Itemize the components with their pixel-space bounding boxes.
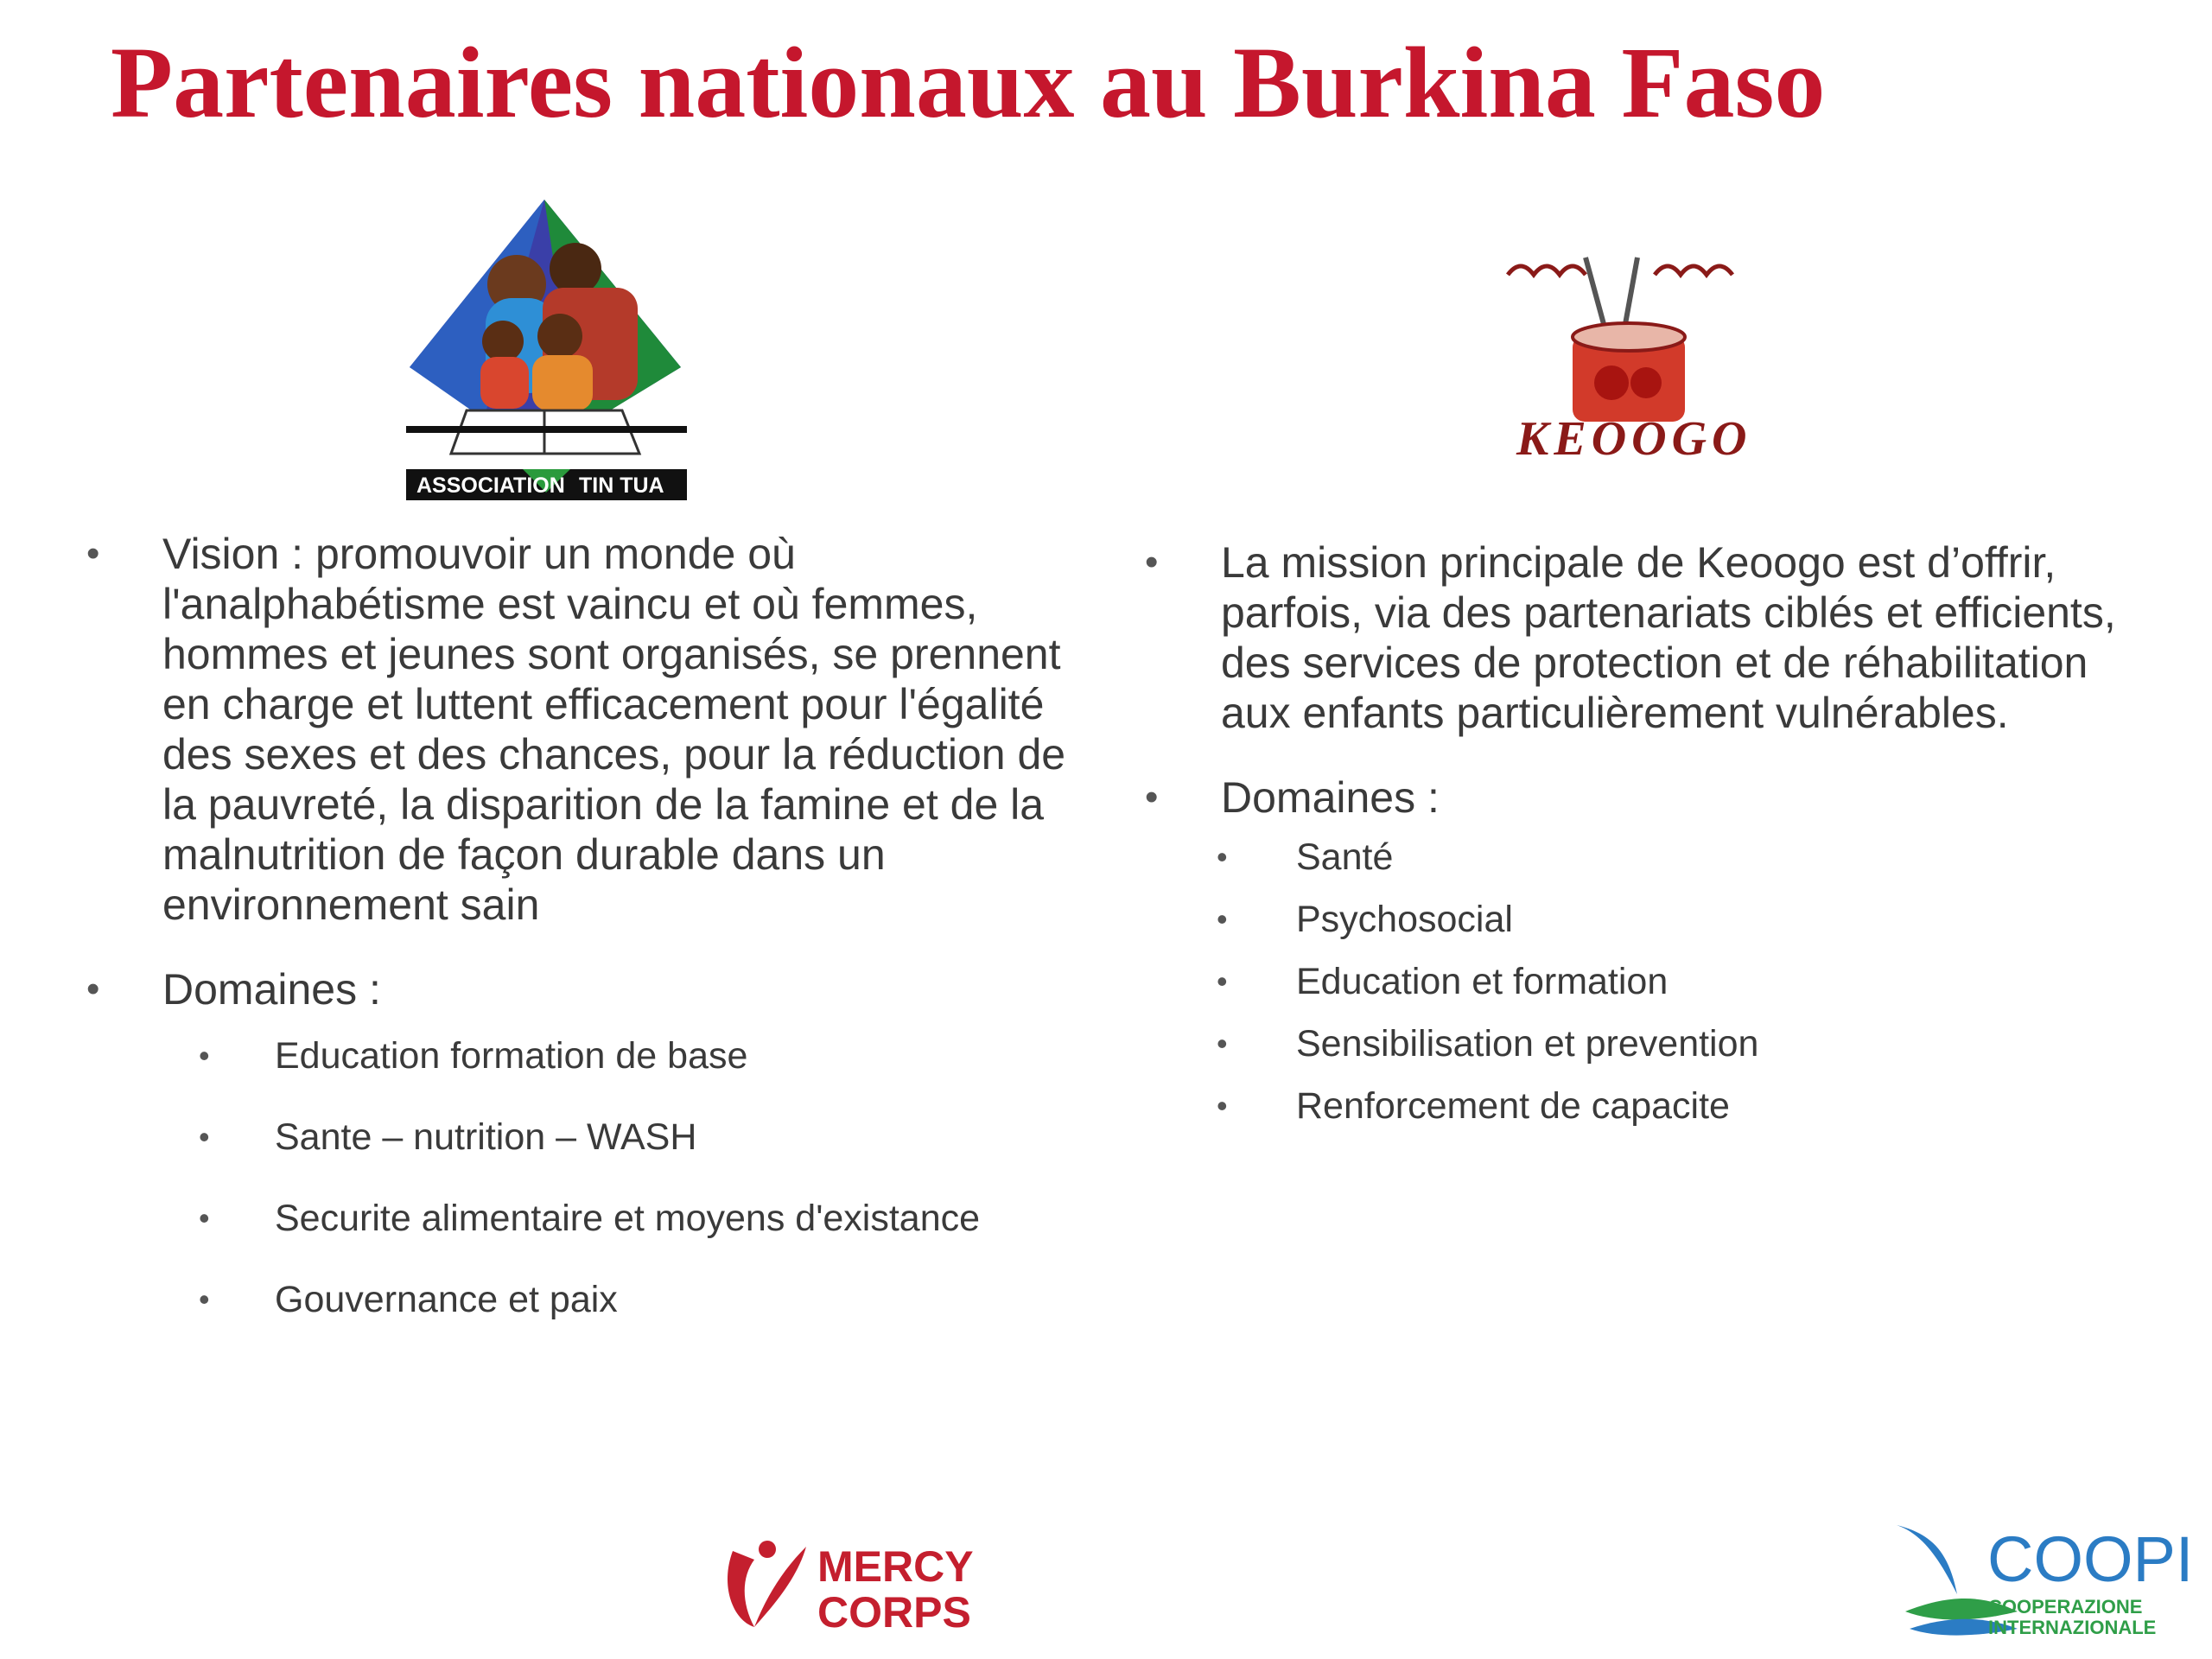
bullet-icon: • [1145, 541, 1159, 583]
keoogo-logo-text: KEOOGO [1516, 412, 1752, 466]
bullet-icon: • [1217, 1088, 1228, 1123]
coopi-line1: COOPERAZIONE [1988, 1596, 2143, 1618]
tintua-logo-line2: TIN TUA [579, 474, 664, 498]
page-title: Partenaires nationaux au Burkina Faso [111, 26, 1826, 139]
bullet-icon: • [199, 1038, 210, 1073]
left-domaines-list [86, 1033, 1089, 1322]
coopi-name: COOPI [1987, 1523, 2194, 1595]
tintua-logo-line1: ASSOCIATION [416, 474, 565, 498]
coopi-line2: INTERNAZIONALE [1988, 1617, 2157, 1638]
bullet-icon: • [1217, 901, 1228, 937]
list-item: • Santé [1217, 836, 1394, 878]
mercy-line1: MERCY [817, 1542, 974, 1591]
domaines-label: Domaines : [162, 965, 381, 1014]
domaines-label: Domaines : [1221, 773, 1440, 822]
list-item: • Gouvernance et paix [199, 1279, 618, 1320]
bullet-icon: • [86, 532, 100, 575]
list-item: • Sante – nutrition – WASH [199, 1116, 697, 1158]
mercy-corps-logo [715, 1534, 992, 1637]
vision-text: Vision : promouvoir un monde où l'analphabétisme est vaincu et où femmes, hommes et jeunes sont organisés, se prennent en charge et luttent efficacement pour l'égalité des sexes et des chances, pour la réduction de la pauvreté, la disparition de la famine et de la malnutrition de façon durable dans un environnement sain [162, 530, 1066, 929]
right-domaines-list [1145, 835, 2147, 1128]
mission-text: La mission principale de Keoogo est d’offrir, parfois, via des partenariats ciblés et efficients, des services de protection et de réhabilitation aux enfants particulièrement vulnérables. [1221, 538, 2116, 737]
bullet-icon: • [86, 968, 100, 1010]
bullet-icon: • [199, 1119, 210, 1154]
bullet-icon: • [199, 1200, 210, 1236]
domaines-heading-left [86, 964, 1089, 1014]
mercy-line2: CORPS [817, 1588, 971, 1637]
keoogo-logo [1491, 240, 1767, 474]
list-item: • Renforcement de capacite [1217, 1085, 1730, 1127]
list-item: • Sensibilisation et prevention [1217, 1023, 1759, 1065]
vision-item [86, 529, 1089, 930]
list-item: • Education formation de base [199, 1035, 748, 1077]
coopi-logo [1888, 1499, 2194, 1646]
tintua-logo [406, 194, 687, 510]
list-item: • Psychosocial [1217, 899, 1513, 940]
mission-item [1145, 537, 2147, 738]
bullet-icon: • [199, 1281, 210, 1317]
bullet-icon: • [1145, 776, 1159, 818]
list-item: • Education et formation [1217, 961, 1669, 1002]
bullet-icon: • [1217, 1026, 1228, 1061]
domaines-heading-right [1145, 772, 2147, 823]
keoogo-column [1145, 537, 2147, 1128]
list-item: • Securite alimentaire et moyens d'existance [199, 1198, 981, 1239]
bullet-icon: • [1217, 839, 1228, 874]
bullet-icon: • [1217, 963, 1228, 999]
tintua-column [86, 529, 1089, 1322]
